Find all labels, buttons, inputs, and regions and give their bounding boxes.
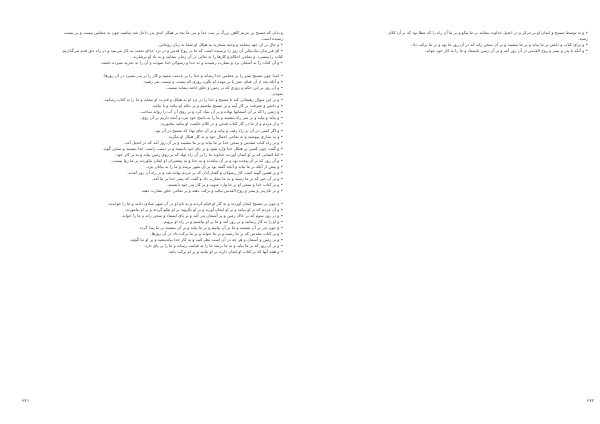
right-page-text	[322, 30, 588, 255]
text-line: • و چون پدر بر آن بنشیند و ما بر آن بیاییم و بر ما بیاید و بر آن بنشیند بر ما پیدا گردد.	[138, 225, 283, 230]
text-line: • و آنکه بعد از آن فنای عمر یا بر عهده او بگیرد روزی که بیست و بیست نفر رفتند.	[143, 78, 283, 84]
text-line: • و بر آن خبر که بر ما رسید و به ما بشارت داد و گفت که پسر خدا بر ما آمد.	[151, 176, 283, 182]
text-line: • و زمین را که بر آن آسمانها نهاده و بر آن بنیاد کرد و بر روی آن آب را روانه ساخت.	[139, 109, 283, 115]
text-line: • و به توسط مسیح و ایمان او بر مرکز و در انجیل خداوند بنمائید بر ما نیکو و بر ما آن راه را که عطا بود که بر آن کلام	[388, 30, 588, 35]
text-line: • و به بیداری بپوشید و به تمامی اعمال خود و به کار هیکل او بنگرید.	[167, 133, 283, 139]
right-page	[300, 0, 600, 424]
left-page-text	[19, 30, 283, 255]
text-line: • و حال بر ان جهد بنمایید و وجیه شمارید به هیکل او شما به زبان روحانی.	[157, 42, 283, 48]
text-line: و بدان که مسیح بن مریم کاهن بزرگ بر بیت خدا و بنی ما بعد بر هیکل ابدی پدر داخل شد بپاشید چون به مجلس بیست و بر بیست	[63, 30, 283, 35]
text-line: • اما کسانی که بر او ایمان آوردند خداوند ما را بر آن راه نهاد که بر روی زمین بیاید و نه بر کار خود.	[115, 151, 283, 157]
text-line: • ای فرزندان نیک‌نیکی آن روز را برسیده است که ما در روح قدس و در نزد خدای نعمت به کار می‌بنید و در راه حق قدم می‌گذاریم	[62, 48, 283, 54]
text-line: • و چون بر مسیح ایمان آوردند و به کار او قیام کردند و به نام او در آن شهر منادی دادند و ما را خواندند.	[107, 200, 283, 206]
text-line: • و همه آنها که بر کتاب او ایمان دارند بر او بیایند و بر او برکت یابند.	[167, 249, 283, 255]
text-line: • و بیاید و بپاید و بر سر راه بنشیند و ما را به پاسخ خود ببرد و آنچه داریم بر آن روی.	[140, 115, 283, 121]
text-line: • و بر کتاب مقدس که بر ما رسید و بر ما خواند و بر ما برکت داد در آن روزها.	[150, 231, 283, 237]
text-line: • و برای کتاب و دانش بر ما بیاید و بر ما بنشیند و بر آن سخن راند که در آن روز ما بود و بر ما برکت داد.	[410, 42, 588, 48]
text-line: • و آن مردم که بر او بیایند و بر او ایمان آورند و بر او بگروند بر او نیکو گردند و بر او بیاموزند.	[124, 206, 283, 212]
text-line: • و در روز سوم که بر خاک زمین و بر آسمان پدر آمد و بر پای ایستاد و سخن راند و ما را خواند.	[121, 212, 283, 218]
text-line: • و از مردم و از ما در کار کتاب قدس و در کلام حکمت او بیائید بیاموزید.	[160, 121, 283, 127]
text-line: • و بر راه کتاب مقدس و سخن خدا بر ما بیاید و بر ما بنشیند و بر آن روز آمد که در انجیل آمد.	[123, 139, 283, 145]
page-number: ۳۷۲	[587, 399, 595, 404]
text-line: • و بر این منوال رهنمائی کند تا مسیح و خدا را در نزد او به هیکل و قدرت او بنماید و ما را به کتاب رسانید.	[103, 97, 283, 103]
text-line: رسید.	[577, 36, 588, 42]
text-line: • و آنکه با پدر و پسر و روح القدس در آن روز آمد و بر آن زمین بایستاد و ما را به کار خود خواند.	[424, 48, 588, 54]
text-line: • ابتدا چون مسیح پسر را بر مجلس خدا رساند و خدا را بر خدمت بنمود و کار را بر پدر بسپرد در آن روزها.	[102, 72, 283, 78]
text-line: • و بر کتاب خدا و سخن او بر ما وارد شوید و بر کار پدر خود بایستید.	[166, 182, 283, 188]
text-line: • و پیش از آنکه بر ما بیاید و آنچه گفته بود بر آن شهر برسد و ما را به بیابان ببرد.	[145, 164, 283, 170]
text-line: • و آن روز بر این حکم و روزی که بر زمین و خلق ادامه بنماید نیست.	[165, 84, 283, 90]
text-line: • و آن کتاب را به آسمان برد و بشارت رسیدند و به خدا و رسولان خدا نمودند و آن را به تجربه سپرده باشند.	[100, 60, 283, 66]
text-line: کتاب را پیشبرد. و تمامی احکام و کارها را به تعالی در آن زمان بنمایند و به یاد او برشارید.	[132, 54, 283, 60]
text-line: • و بر همین گونه است کار رسولان و گفتار آنان که بر مردم نهاده شد و بر راه آن روز آمدند.	[127, 170, 283, 176]
text-line: • و آن روز که بر آن وعده بود و بر آن نیامدند و به خدا و به پیغمبران او ایمان نیاوردند بر ما روا نیست.	[110, 157, 283, 163]
page-number: ۳۷۱	[22, 399, 30, 404]
text-line: • و گفت چون کسی بر هیکل خدا وارد شود و بر پای خود بایستد و بر دست راست خدا بنشیند و سخن گوید.	[102, 145, 283, 151]
text-line: • و او را به کار رسانید و بر روز آمد و ما بر او بپاشیم و بر راه او برویم.	[162, 218, 283, 224]
text-line: • و بر زمین و آسمان و هر چه در آن است نظر کنید و به کار خدا بیاندیشید و بر او ثنا گوئید.	[129, 237, 283, 243]
text-line: • و بر نام پدر و پسر و روح القدس بیائید و برکت دهید و بر تمامی خلق بشارت دهید.	[140, 188, 283, 194]
text-line: • و اگر کسی در آن بر راه رفت و بیاید و بر آن جای نهاد که مسیح در آن بود.	[153, 127, 283, 133]
text-line: • و دانش و معرفت بر کار آیند و بر مسیح بپاشیم و بر حکم او بیائید و تا بیائید.	[151, 103, 283, 109]
text-line	[322, 249, 588, 255]
text-line: • و بر آن روز که بر ما بیاید و به ما برسد ما را به قیامت رساند و ما را بر پای دارد.	[143, 243, 283, 249]
text-line: رسیده است.	[260, 36, 283, 42]
text-line: نمودن.	[271, 90, 283, 96]
